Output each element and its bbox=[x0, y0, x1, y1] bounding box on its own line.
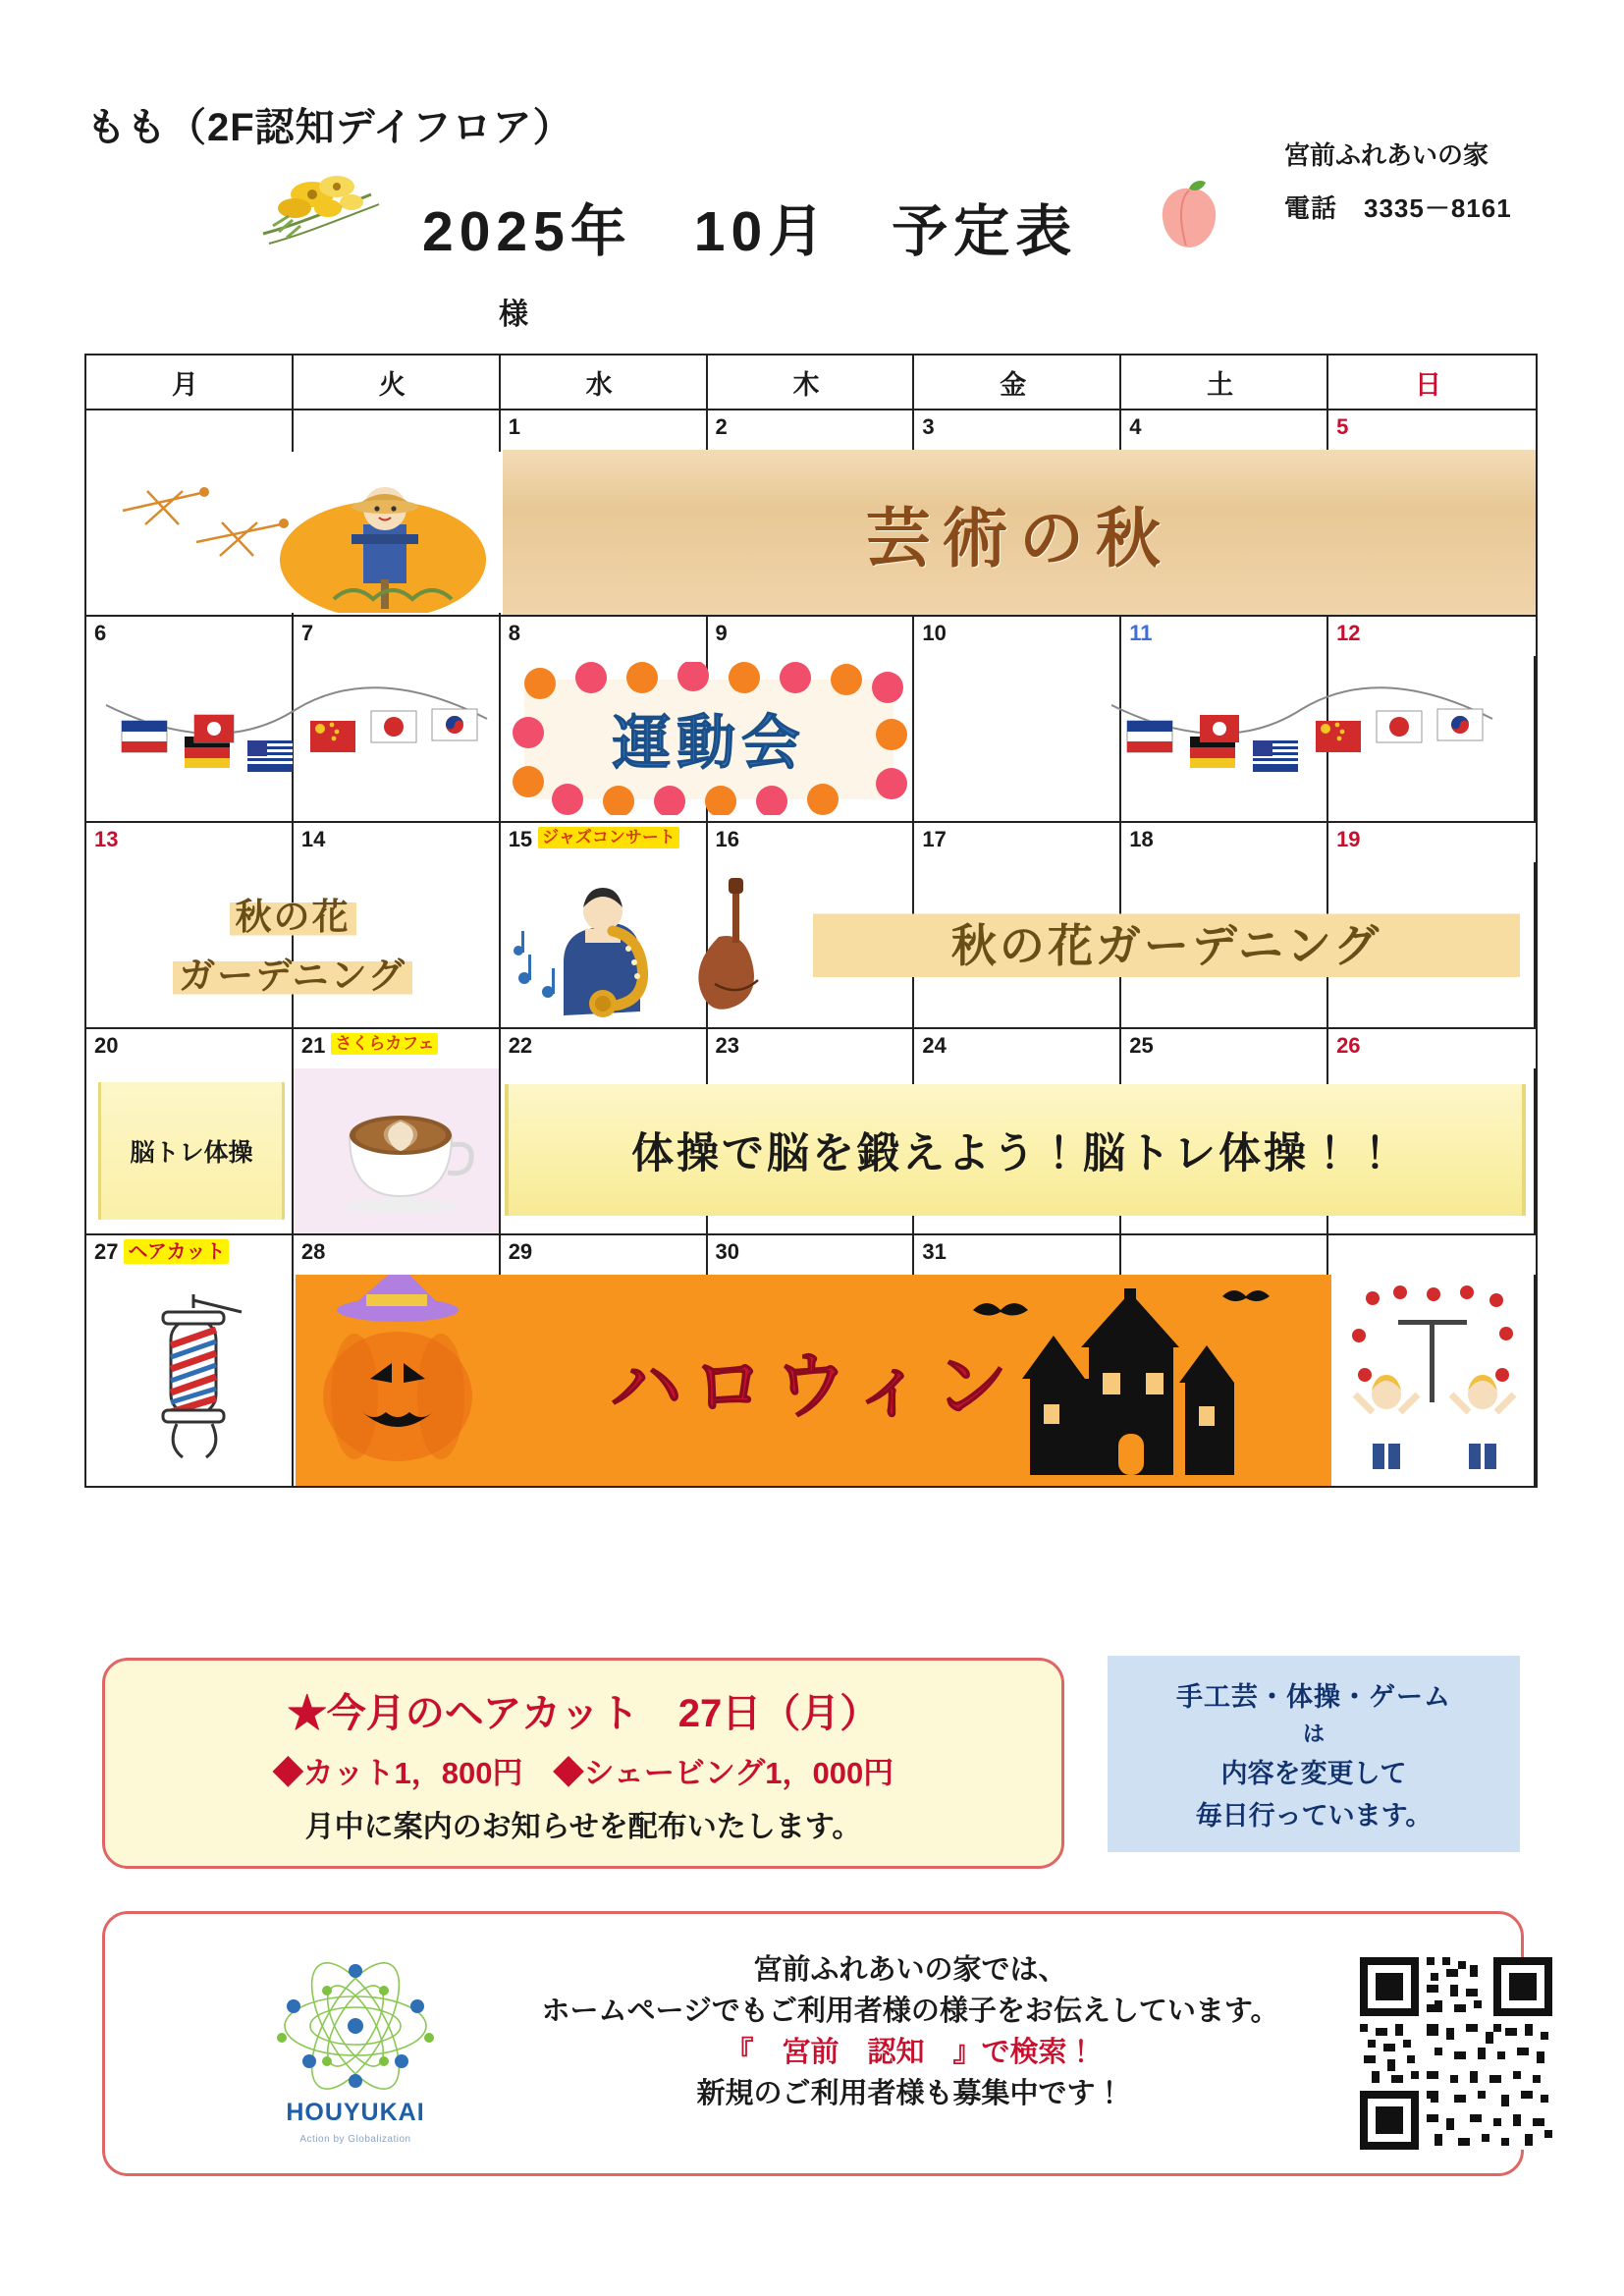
qr-code[interactable] bbox=[1360, 1957, 1552, 2150]
day-number: 13 bbox=[94, 827, 119, 851]
day-cell-22 bbox=[501, 1029, 708, 1068]
flower-illustration bbox=[253, 165, 391, 253]
day-cell-26 bbox=[1328, 1029, 1536, 1068]
day-cell-empty bbox=[294, 410, 501, 450]
day-number: 27 bbox=[94, 1239, 119, 1264]
day-cell-1 bbox=[501, 410, 708, 450]
week-2-day-numbers bbox=[86, 617, 1536, 656]
barber-pole-illustration bbox=[116, 1290, 283, 1467]
art-autumn-banner-text: 芸術の秋 bbox=[866, 499, 1172, 576]
houyukai-logo-subtext: Action by Globalization bbox=[299, 2134, 411, 2145]
craft-activities-notice-box bbox=[1108, 1656, 1520, 1852]
day-cell-28 bbox=[294, 1235, 501, 1275]
homepage-notice-text bbox=[478, 1949, 1342, 2114]
jazz-saxophone-player-illustration bbox=[509, 868, 803, 1023]
homepage-notice-line-4: 新規のご利用者様も募集中です！ bbox=[696, 2078, 1124, 2110]
day-number: 31 bbox=[922, 1239, 947, 1264]
autumn-flower-gardening-text: 秋の花ガーデニング bbox=[950, 919, 1382, 972]
homepage-notice-line-2: ホームページでもご利用者様の様子をお伝えしています。 bbox=[541, 1995, 1279, 2028]
day-number: 5 bbox=[1336, 414, 1349, 439]
week-3-content bbox=[86, 862, 1536, 1027]
world-flags-garland-illustration bbox=[1106, 676, 1498, 803]
day-cell-31 bbox=[914, 1235, 1121, 1275]
dow-fri: 金 bbox=[914, 355, 1121, 410]
event-tag-sakura-cafe: さくらカフェ bbox=[331, 1033, 438, 1055]
craft-notice-line-1: 手工芸・体操・ゲーム bbox=[1176, 1682, 1451, 1712]
day-number: 11 bbox=[1129, 621, 1153, 645]
day-number: 6 bbox=[94, 621, 107, 645]
halloween-banner-text: ハロウィン bbox=[609, 1343, 1018, 1429]
latte-art-coffee-cup-illustration bbox=[330, 1084, 477, 1218]
day-number: 24 bbox=[922, 1033, 947, 1058]
dow-sat: 土 bbox=[1121, 355, 1328, 410]
day-cell-13 bbox=[86, 823, 294, 862]
day-cell-11 bbox=[1121, 617, 1328, 656]
brain-training-exercise-label bbox=[98, 1082, 285, 1220]
homepage-notice-line-3: 『 宮前 認知 』で検索！ bbox=[725, 2037, 1096, 2069]
haircut-notice-date: 27日（月） bbox=[677, 1691, 880, 1735]
halloween-banner bbox=[296, 1275, 1331, 1486]
week-5-content bbox=[86, 1275, 1536, 1486]
page-title: 2025年 10月 予定表 bbox=[422, 200, 1078, 263]
day-number: 25 bbox=[1129, 1033, 1154, 1058]
calendar-week-4 bbox=[86, 1029, 1536, 1235]
week-1-content bbox=[86, 450, 1536, 615]
day-number: 21 bbox=[300, 1033, 326, 1058]
autumn-flower-gardening-line-1: 秋の花 bbox=[230, 887, 356, 940]
day-number: 23 bbox=[715, 1033, 740, 1058]
day-cell-23 bbox=[708, 1029, 915, 1068]
art-autumn-banner bbox=[503, 450, 1536, 615]
day-number: 26 bbox=[1336, 1033, 1361, 1058]
day-cell-4 bbox=[1121, 410, 1328, 450]
calendar-week-3 bbox=[86, 823, 1536, 1029]
day-cell-8 bbox=[501, 617, 708, 656]
calendar-week-2 bbox=[86, 617, 1536, 823]
day-cell-empty bbox=[1328, 1235, 1536, 1275]
day-number: 16 bbox=[715, 827, 740, 851]
organization-name: 宮前ふれあいの家 bbox=[1284, 140, 1489, 170]
dow-sun: 日 bbox=[1328, 355, 1536, 410]
day-cell-27 bbox=[86, 1235, 294, 1275]
day-number: 15 bbox=[508, 827, 533, 851]
day-number: 9 bbox=[715, 621, 728, 645]
week-5-day-numbers bbox=[86, 1235, 1536, 1275]
day-number: 8 bbox=[508, 621, 520, 645]
day-number: 14 bbox=[300, 827, 326, 851]
day-number: 18 bbox=[1129, 827, 1154, 851]
homepage-notice-line-1: 宮前ふれあいの家では、 bbox=[753, 1954, 1067, 1986]
cell-content-fri bbox=[914, 656, 1121, 821]
star-icon: ★ bbox=[287, 1691, 327, 1735]
children-playing-illustration bbox=[1339, 1285, 1532, 1479]
calendar-dow-row bbox=[86, 355, 1536, 410]
autumn-flower-gardening-banner-right bbox=[813, 898, 1520, 988]
peach-illustration bbox=[1157, 179, 1221, 249]
day-cell-17 bbox=[914, 823, 1121, 862]
day-number: 19 bbox=[1336, 827, 1361, 851]
haircut-notice-box bbox=[102, 1658, 1064, 1869]
brain-training-exercise-text: 脳トレ体操 bbox=[130, 1139, 253, 1167]
organization-phone: 電話 3335－8161 bbox=[1284, 193, 1512, 223]
autumn-flower-gardening-banner-left bbox=[104, 884, 481, 1002]
haircut-notice-title: 今月のヘアカット bbox=[326, 1691, 678, 1735]
day-cell-6 bbox=[86, 617, 294, 656]
calendar-week-1 bbox=[86, 410, 1536, 617]
day-number: 30 bbox=[715, 1239, 740, 1264]
week-4-content bbox=[86, 1068, 1536, 1233]
event-tag-jazz-concert: ジャズコンサート bbox=[538, 827, 679, 848]
calendar-week-5 bbox=[86, 1235, 1536, 1486]
day-cell-7 bbox=[294, 617, 501, 656]
day-cell-20 bbox=[86, 1029, 294, 1068]
world-flags-garland-illustration bbox=[100, 676, 493, 803]
houyukai-logo-text: HOUYUKAI bbox=[286, 2099, 425, 2126]
day-cell-2 bbox=[708, 410, 915, 450]
craft-notice-line-3: 内容を変更して bbox=[1220, 1759, 1407, 1788]
day-cell-25 bbox=[1121, 1029, 1328, 1068]
sports-day-banner bbox=[503, 662, 915, 815]
craft-notice-line-4: 毎日行っています。 bbox=[1195, 1801, 1433, 1831]
day-number: 7 bbox=[300, 621, 314, 645]
dow-wed: 水 bbox=[501, 355, 708, 410]
dow-thu: 木 bbox=[708, 355, 915, 410]
week-2-content bbox=[86, 656, 1536, 821]
day-cell-10 bbox=[914, 617, 1121, 656]
floor-title: もも（2F認知デイフロア） bbox=[86, 106, 573, 149]
day-cell-24 bbox=[914, 1029, 1121, 1068]
day-cell-empty bbox=[86, 410, 294, 450]
day-number: 1 bbox=[508, 414, 520, 439]
day-number: 12 bbox=[1336, 621, 1361, 645]
haircut-notice-note: 月中に案内のお知らせを配布いたします。 bbox=[304, 1810, 862, 1843]
haircut-notice-title-line bbox=[288, 1682, 880, 1738]
day-number: 3 bbox=[922, 414, 935, 439]
day-cell-empty bbox=[1121, 1235, 1328, 1275]
day-number: 17 bbox=[922, 827, 947, 851]
dow-mon: 月 bbox=[86, 355, 294, 410]
day-cell-16 bbox=[708, 823, 915, 862]
week-1-day-numbers bbox=[86, 410, 1536, 450]
haircut-notice-prices: ◆カット1，800円 ◆シェービング1，000円 bbox=[272, 1755, 894, 1790]
day-number: 20 bbox=[94, 1033, 119, 1058]
recipient-sama-label: 様 bbox=[499, 299, 528, 331]
day-number: 28 bbox=[300, 1239, 326, 1264]
calendar-table bbox=[84, 354, 1538, 1488]
week-3-day-numbers bbox=[86, 823, 1536, 862]
day-cell-19 bbox=[1328, 823, 1536, 862]
day-cell-29 bbox=[501, 1235, 708, 1275]
day-cell-3 bbox=[914, 410, 1121, 450]
homepage-notice-box bbox=[102, 1911, 1524, 2176]
houyukai-logo bbox=[252, 1947, 459, 2149]
scarecrow-and-dragonflies-illustration bbox=[88, 452, 501, 613]
autumn-flower-gardening-line-2: ガーデニング bbox=[173, 946, 412, 999]
sports-day-banner-text: 運動会 bbox=[612, 709, 806, 778]
dow-tue: 火 bbox=[294, 355, 501, 410]
day-cell-14 bbox=[294, 823, 501, 862]
day-cell-30 bbox=[708, 1235, 915, 1275]
day-number: 22 bbox=[508, 1033, 533, 1058]
day-number: 2 bbox=[715, 414, 728, 439]
day-cell-9 bbox=[708, 617, 915, 656]
day-cell-21 bbox=[294, 1029, 501, 1068]
day-number: 4 bbox=[1129, 414, 1142, 439]
day-number: 29 bbox=[508, 1239, 533, 1264]
page-header bbox=[0, 0, 1624, 344]
day-number: 10 bbox=[922, 621, 947, 645]
day-cell-15 bbox=[501, 823, 708, 862]
craft-notice-line-2: は bbox=[1302, 1722, 1325, 1746]
brain-training-banner bbox=[505, 1084, 1526, 1216]
brain-training-banner-text: 体操で脳を鍛えよう！脳トレ体操！！ bbox=[631, 1128, 1399, 1178]
event-tag-haircut: ヘアカット bbox=[124, 1239, 229, 1264]
day-cell-5 bbox=[1328, 410, 1536, 450]
week-4-day-numbers bbox=[86, 1029, 1536, 1068]
day-cell-18 bbox=[1121, 823, 1328, 862]
day-cell-12 bbox=[1328, 617, 1536, 656]
